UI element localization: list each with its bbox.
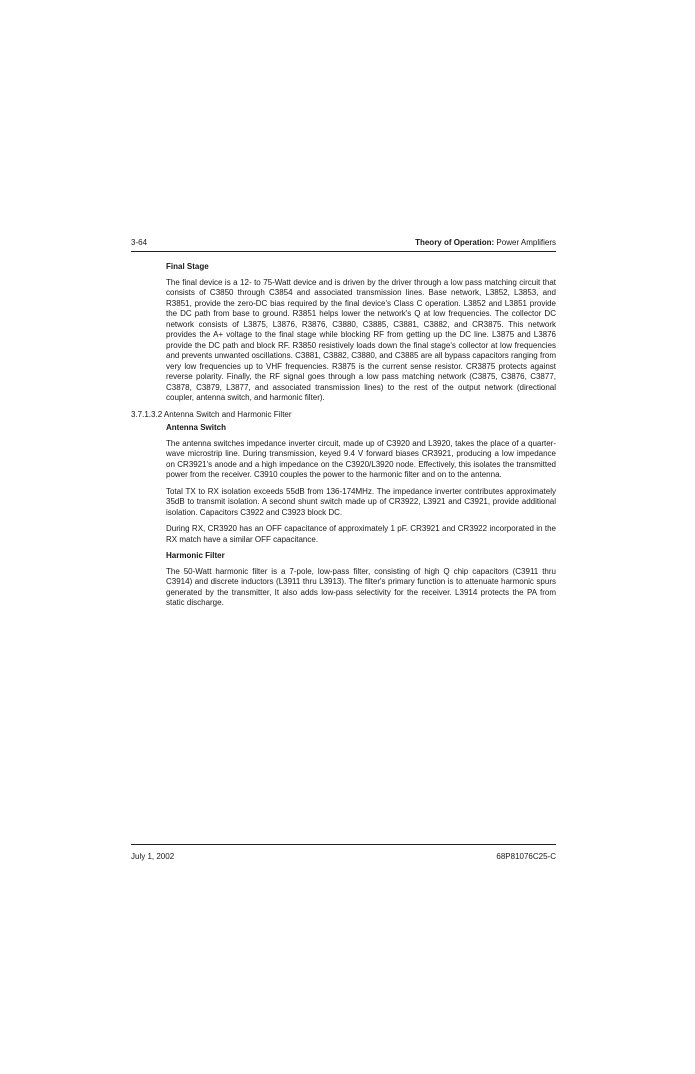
final-stage-paragraph: The final device is a 12- to 75-Watt device and is driven by the driver through a low pass matching circuit that consists of C3850 through C3854 and associated transmission lines. Base network, L3852, L3853, and R3851, provide the zero-DC bias required by the final device's Class C operation. L3852 and L3851 provide the DC path from base to ground. R3851 helps lower the network's Q at low frequencies. The collector DC network consists of L3875, L3876, R3876, C3880, C3885, C3881, C3882, and CR3875. This network provides the A+ voltage to the final stage while blocking RF from getting up the DC line. L3875 and L3876 provide the DC path and block RF. R3850 resistively loads down the final stage's collector at low frequencies and prevents unwanted oscillations. C3881, C3882, C3880, and C3885 are all bypass capacitors ranging from very low frequencies up to VHF frequencies. R3875 is the current sense resistor. CR3875 protects against reverse polarity. Finally, the RF signal goes through a low pass matching network (C3875, C3876, C3877, C3878, C3879, L3877, and associated transmission lines) to the rest of the output network (directional coupler, antenna switch, and harmonic filter). xyxy=(166,277,556,402)
footer-doc-number: 68P81076C25-C xyxy=(496,852,556,861)
footer-date: July 1, 2002 xyxy=(131,852,175,861)
section-title: 3.7.1.3.2 Antenna Switch and Harmonic Filter xyxy=(131,409,292,419)
harmonic-filter-heading: Harmonic Filter xyxy=(166,551,225,560)
antenna-switch-paragraph-1: The antenna switches impedance inverter circuit, made up of C3920 and L3920, takes the place of a quarter-wave microstrip line. During transmission, keyed 9.4 V forward biases CR3921, producing a low impedance on CR3921's anode and a high impedance on the C3920/L3920 node. Effectively, this isolates the transmitted power from the receiver. C3910 couples the power to the harmonic filter and on to the antenna. xyxy=(166,438,556,479)
page-number: 3-64 xyxy=(131,238,148,247)
harmonic-filter-paragraph: The 50-Watt harmonic filter is a 7-pole, low-pass filter, consisting of high Q chip capacitors (C3911 thru C3914) and discrete inductors (L3911 thru L3913). The filter's primary function is to attenuate harmonic spurs generated by the transmitter, It also adds low-pass selectivity for the receiver. L3914 protects the PA from static discharge. xyxy=(166,566,556,607)
footer-rule xyxy=(131,844,556,845)
antenna-switch-paragraph-2: Total TX to RX isolation exceeds 55dB from 136-174MHz. The impedance inverter contributes approximately 35dB to transmit isolation. A second shunt switch made up of CR3922, L3921 and C3921, provide additional isolation. Capacitors C3922 and C3923 block DC. xyxy=(166,486,556,517)
page-content xyxy=(131,262,556,615)
running-header-rest: Power Amplifiers xyxy=(494,238,556,247)
running-header xyxy=(415,238,556,247)
running-header-bold: Theory of Operation: xyxy=(415,238,495,247)
header-rule xyxy=(131,251,556,252)
antenna-switch-heading: Antenna Switch xyxy=(166,423,227,432)
final-stage-heading: Final Stage xyxy=(166,262,209,271)
antenna-switch-paragraph-3: During RX, CR3920 has an OFF capacitance of approximately 1 pF. CR3921 and CR3922 incorporated in the RX match have a similar OFF capacitance. xyxy=(166,524,556,544)
